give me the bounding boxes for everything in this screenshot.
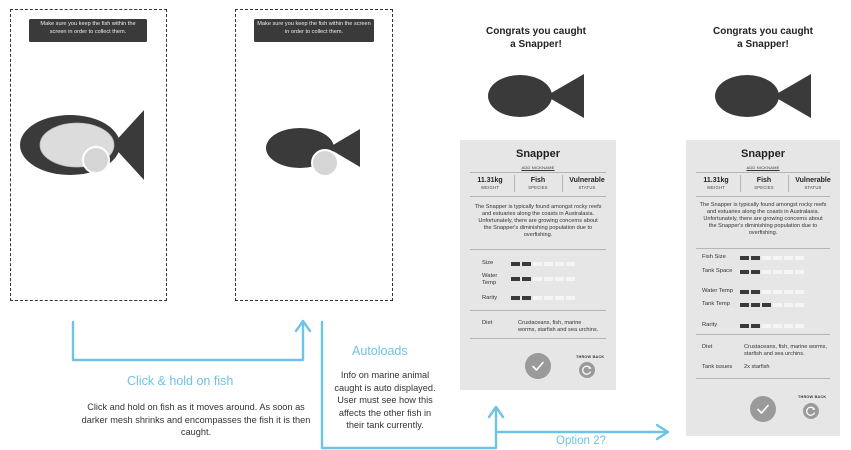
stat-species-label: SPECIES (528, 185, 548, 190)
congrats-line-1: Congrats you caught (712, 26, 813, 37)
rating-tank-space-label: Tank Space (702, 268, 733, 274)
screen-1-tooltip: Make sure you keep the fish within the screen in order to collect them. (29, 19, 147, 42)
stat-status-value: Vulnerable (569, 177, 605, 184)
rating-rarity-label: Rarity (482, 295, 498, 301)
click-hold-title: Click & hold on fish (127, 374, 234, 388)
diet-label: Diet (702, 344, 713, 350)
stat-species-label: SPECIES (754, 185, 774, 190)
rating-fish-size-label: Fish Size (702, 254, 726, 260)
tank-issues-label: Tank issues (702, 364, 733, 370)
tank-issues-value: 2x starfish (744, 364, 770, 370)
rating-water-temp-label: Water Temp (482, 273, 498, 286)
stat-weight-label: WEIGHT (707, 185, 725, 190)
arrow-click-hold (73, 322, 303, 360)
add-nickname-link[interactable]: ADD NICKNAME (746, 165, 780, 170)
card-fish-name: Snapper (515, 148, 560, 160)
stat-weight-value: 11.31kg (703, 177, 729, 184)
fish-description: The Snapper is typically found amongst rocky reefs and estuaries along the coasts in Australasia. Unfortunately, there are growing concerns about the Snapper's diminishing population due to overfishing. (474, 204, 602, 238)
stat-species-value: Fish (530, 177, 546, 184)
rating-size-label: Size (482, 260, 494, 266)
rating-water-temp-label: Water Temp (702, 288, 733, 294)
add-nickname-link[interactable]: ADD NICKNAME (521, 165, 555, 170)
stat-weight-label: WEIGHT (481, 185, 499, 190)
diet-label: Diet (482, 320, 493, 326)
diet-value: Crustaceans, fish, marine worms, starfish and sea urchins. (518, 320, 599, 333)
click-hold-description: Click and hold on fish as it moves around. As soon as darker mesh shrinks and encompasses the fish it is then caught. (81, 402, 311, 437)
card-fish-name: Snapper (740, 148, 785, 160)
rating-rarity-label: Rarity (702, 322, 718, 328)
rating-tank-temp-label: Tank Temp (702, 301, 730, 307)
throw-back-label: THROW BACK (798, 395, 827, 399)
screen-2-tooltip: Make sure you keep the fish within the screen in order to collect them. (254, 19, 374, 42)
stat-status-label: STATUS (578, 185, 596, 190)
fish-description: The Snapper is typically found amongst rocky reefs and estuaries along the coasts in Australasia. Unfortunately, there are growing concerns about the Snapper's diminishing population due to overfishing. (699, 202, 827, 236)
congrats-line-2: a Snapper! (737, 39, 789, 50)
stat-status-label: STATUS (804, 185, 822, 190)
autoloads-description: Info on marine animal caught is auto displayed. User must see how this affects the other fish in their tank currently. (334, 370, 436, 430)
congrats-line-2: a Snapper! (510, 39, 562, 50)
throw-back-label: THROW BACK (576, 355, 605, 359)
stat-status-value: Vulnerable (795, 177, 831, 184)
option-2-label: Option 2? (556, 435, 606, 447)
stat-species-value: Fish (756, 177, 772, 184)
stat-weight-value: 11.31kg (477, 177, 503, 184)
congrats-line-1: Congrats you caught (485, 26, 586, 37)
diet-value: Crustaceans, fish, marine worms, starfish and sea urchins. (744, 344, 827, 357)
autoloads-title: Autoloads (352, 344, 408, 358)
